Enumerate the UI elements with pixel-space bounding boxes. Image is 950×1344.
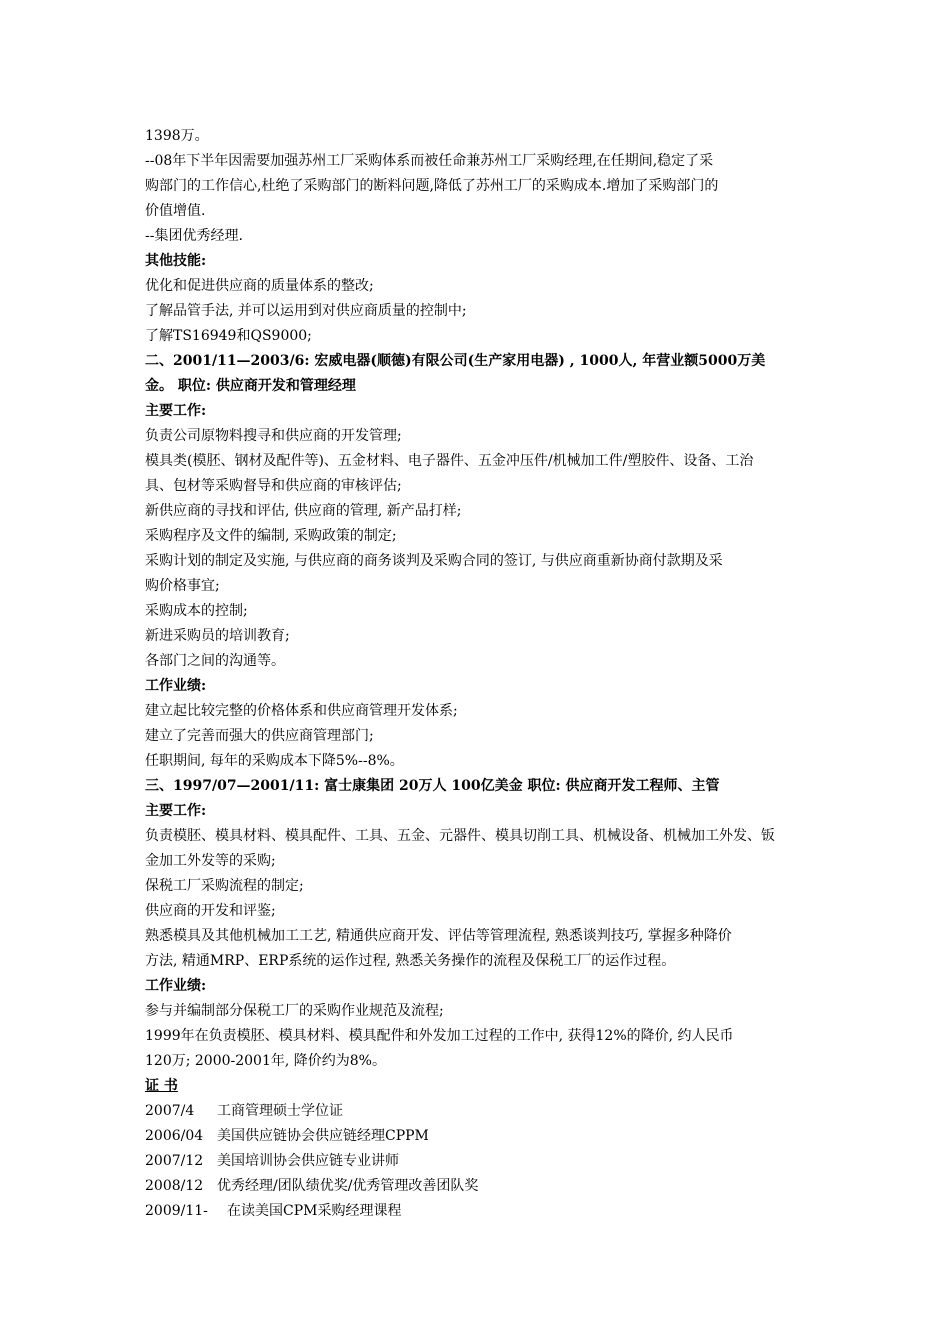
body-text-line: 120万; 2000-2001年, 降价约为8%。 [145,1053,386,1069]
section-heading-line: 其他技能: [145,253,207,269]
certificate-name: 工商管理硕士学位证 [217,1103,343,1119]
body-text-line: --集团优秀经理. [145,228,243,244]
certificate-item [145,1099,855,1124]
body-text-line: 1398万。 [145,128,209,144]
certificate-name: 在读美国CPM采购经理课程 [227,1203,402,1219]
body-text-line: 新供应商的寻找和评估, 供应商的管理, 新产品打样; [145,503,462,519]
body-text-line: 熟悉模具及其他机械加工工艺, 精通供应商开发、评估等管理流程, 熟悉谈判技巧, 掌握多种降价 [145,928,732,944]
body-text-line: 价值增值. [145,203,206,219]
resume-page [145,124,855,1224]
certificate-date: 2006/04 [145,1128,204,1144]
certificate-date: 2008/12 [145,1178,204,1194]
body-text-line: 金加工外发等的采购; [145,853,276,869]
body-text-line: 采购计划的制定及实施, 与供应商的商务谈判及采购合同的签订, 与供应商重新协商付款期及采 [145,553,723,569]
body-text-line: 了解TS16949和QS9000; [145,328,312,344]
certificates-heading: 证 书 [145,1078,178,1094]
body-text-line: 购价格事宜; [145,578,220,594]
certificate-item [145,1124,855,1149]
body-text-line: 方法, 精通MRP、ERP系统的运作过程, 熟悉关务操作的流程及保税工厂的运作过程。 [145,953,676,969]
section-heading-line: 主要工作: [145,803,207,819]
body-text-line: 优化和促进供应商的质量体系的整改; [145,278,374,294]
body-text-line: 建立起比较完整的价格体系和供应商管理开发体系; [145,703,458,719]
certificate-date: 2007/12 [145,1153,204,1169]
certificate-item [145,1149,855,1174]
body-text-line: 新进采购员的培训教育; [145,628,290,644]
body-text-line: 购部门的工作信心,杜绝了采购部门的断料问题,降低了苏州工厂的采购成本.增加了采购部门的 [145,178,719,194]
body-text-line: 任职期间, 每年的采购成本下降5%--8%。 [145,753,404,769]
certificates-list [145,1099,855,1224]
section-heading-line: 工作业绩: [145,978,207,994]
body-text-line: 负责公司原物料搜寻和供应商的开发管理; [145,428,402,444]
body-text-line: 参与并编制部分保税工厂的采购作业规范及流程; [145,1003,444,1019]
certificate-name: 美国培训协会供应链专业讲师 [217,1153,399,1169]
body-text-line: 1999年在负责模胚、模具材料、模具配件和外发加工过程的工作中, 获得12%的降价, 约人民币 [145,1028,734,1044]
certificate-name: 优秀经理/团队绩优奖/优秀管理改善团队奖 [217,1178,479,1194]
body-text-line: 负责模胚、模具材料、模具配件、工具、五金、元器件、模具切削工具、机械设备、机械加工外发、钣 [145,828,775,844]
body-text-line: 了解品管手法, 并可以运用到对供应商质量的控制中; [145,303,467,319]
section-heading-line: 三、1997/07—2001/11: 富士康集团 20万人 100亿美金 职位: 供应商开发工程师、主管 [145,778,720,794]
body-text-line: 各部门之间的沟通等。 [145,653,285,669]
body-text-line: --08年下半年因需要加强苏州工厂采购体系而被任命兼苏州工厂采购经理,在任期间,稳定了采 [145,153,714,169]
certificate-date: 2009/11- [145,1203,208,1219]
certificate-name: 美国供应链协会供应链经理CPPM [217,1128,429,1144]
resume-body [145,124,855,1074]
section-heading-line: 主要工作: [145,403,207,419]
section-heading-line: 金。 职位: 供应商开发和管理经理 [145,378,356,394]
body-text-line: 保税工厂采购流程的制定; [145,878,304,894]
body-text-line: 采购程序及文件的编制, 采购政策的制定; [145,528,397,544]
section-heading-line: 二、2001/11—2003/6: 宏威电器(顺德)有限公司(生产家用电器) , 1000人, 年营业额5000万美 [145,353,766,369]
body-text-line: 具、包材等采购督导和供应商的审核评估; [145,478,402,494]
section-heading-line: 工作业绩: [145,678,207,694]
certificate-date: 2007/4 [145,1103,195,1119]
body-text-line: 建立了完善而强大的供应商管理部门; [145,728,374,744]
body-text-line: 采购成本的控制; [145,603,248,619]
certificate-item [145,1174,855,1199]
certificate-item [145,1199,855,1224]
body-text-line: 模具类(模胚、钢材及配件等)、五金材料、电子器件、五金冲压件/机械加工件/塑胶件、设备、工治 [145,453,754,469]
body-text-line: 供应商的开发和评鉴; [145,903,276,919]
